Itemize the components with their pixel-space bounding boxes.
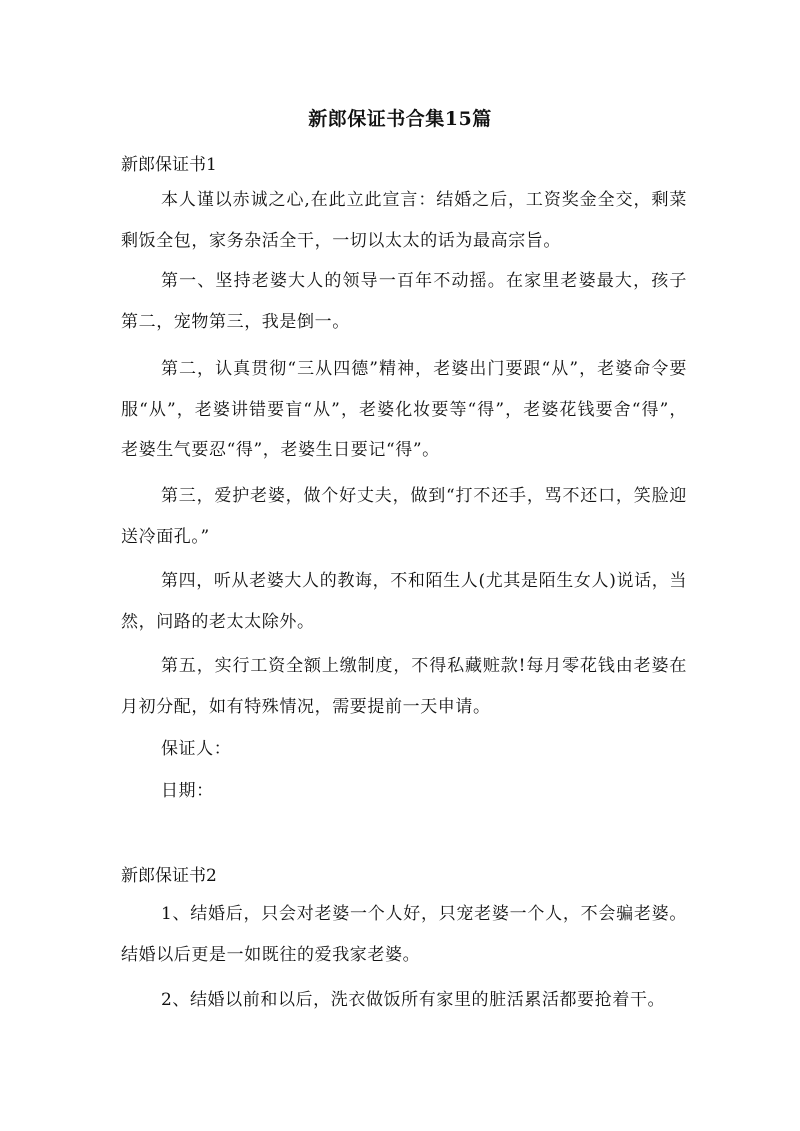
paragraph: 第五，实行工资全额上缴制度，不得私藏赃款!每月零花钱由老婆在月初分配，如有特殊情况，需要提前一天申请。 [121,656,687,717]
paragraph: 1、结婚后，只会对老婆一个人好，只宠老婆一个人，不会骗老婆。结婚以后更是一如既往的爱我家老婆。 [121,904,687,965]
document-title: 新郎保证书合集15篇 [308,108,492,130]
section-heading: 新郎保证书2 [121,866,217,886]
paragraph: 第三，爱护老婆，做个好丈夫，做到“打不还手，骂不还口，笑脸迎送冷面孔。” [121,486,687,547]
paragraph: 本人谨以赤诚之心,在此立此宣言：结婚之后，工资奖金全交，剩菜剩饭全包，家务杂活全干，一切以太太的话为最高宗旨。 [121,190,687,251]
paragraph: 2、结婚以前和以后，洗衣做饭所有家里的脏活累活都要抢着干。 [160,990,666,1010]
paragraph: 第四，听从老婆大人的教诲，不和陌生人(尤其是陌生女人)说话，当然，问路的老太太除外。 [121,571,687,632]
paragraph: 第二，认真贯彻“三从四德”精神，老婆出门要跟“从”，老婆命令要服“从”，老婆讲错要盲“从”，老婆化妆要等“得”，老婆花钱要舍“得”，老婆生气要忍“得”，老婆生日要记“得”。 [121,359,687,460]
section-heading: 新郎保证书1 [121,155,217,175]
paragraph: 第一、坚持老婆大人的领导一百年不动摇。在家里老婆最大，孩子第二，宠物第三，我是倒一。 [121,271,687,332]
date-label: 日期： [160,781,214,801]
signature-label: 保证人： [160,739,232,759]
